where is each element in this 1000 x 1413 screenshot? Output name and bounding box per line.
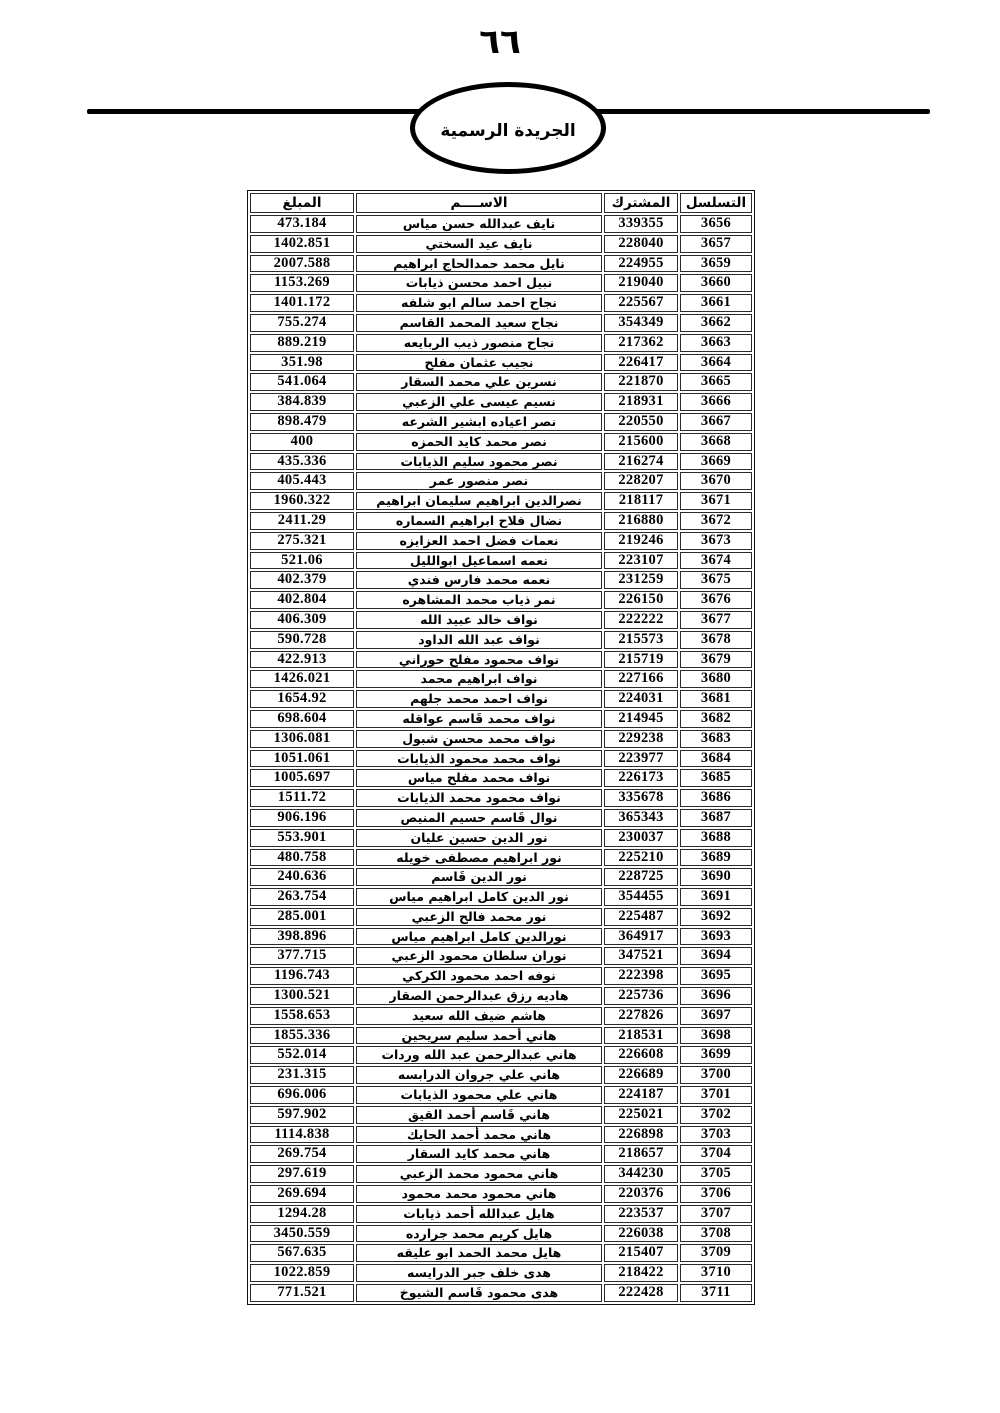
table-row — [250, 1244, 752, 1262]
amount-cell: 435.336 — [250, 453, 354, 471]
serial-cell: 3668 — [680, 433, 752, 451]
amount-cell: 1654.92 — [250, 690, 354, 708]
table-row — [250, 631, 752, 649]
subscriber-cell: 229238 — [604, 730, 678, 748]
subscriber-cell: 227166 — [604, 670, 678, 688]
serial-cell: 3694 — [680, 947, 752, 965]
name-cell: نواف ابراهيم محمد — [356, 670, 602, 688]
name-cell: هايل عبدالله أحمد ذيابات — [356, 1205, 602, 1223]
table-row — [250, 947, 752, 965]
serial-cell: 3708 — [680, 1225, 752, 1243]
subscriber-cell: 224187 — [604, 1086, 678, 1104]
subscriber-cell: 226038 — [604, 1225, 678, 1243]
serial-cell: 3709 — [680, 1244, 752, 1262]
table-row — [250, 472, 752, 490]
serial-cell: 3687 — [680, 809, 752, 827]
serial-cell: 3707 — [680, 1205, 752, 1223]
serial-cell: 3673 — [680, 532, 752, 550]
amount-cell: 2411.29 — [250, 512, 354, 530]
name-cell: نايف عبدالله حسن مياس — [356, 215, 602, 233]
gazette-banner-ellipse — [410, 82, 606, 174]
name-cell: هاشم ضيف الله سعيد — [356, 1007, 602, 1025]
amount-cell: 398.896 — [250, 928, 354, 946]
table-row — [250, 888, 752, 906]
amount-cell: 1402.851 — [250, 235, 354, 253]
amount-cell: 698.604 — [250, 710, 354, 728]
subscribers-table — [247, 190, 755, 1305]
table-row — [250, 710, 752, 728]
table-row — [250, 1086, 752, 1104]
name-cell: هاني محمد كايد السقار — [356, 1145, 602, 1163]
table-row — [250, 849, 752, 867]
serial-cell: 3705 — [680, 1165, 752, 1183]
amount-cell: 1005.697 — [250, 769, 354, 787]
serial-cell: 3675 — [680, 571, 752, 589]
table-row — [250, 552, 752, 570]
serial-cell: 3678 — [680, 631, 752, 649]
serial-cell: 3695 — [680, 967, 752, 985]
amount-cell: 422.913 — [250, 651, 354, 669]
serial-cell: 3677 — [680, 611, 752, 629]
subscriber-cell: 214945 — [604, 710, 678, 728]
name-cell: نواف محمود محمد الذيابات — [356, 789, 602, 807]
subscriber-cell: 365343 — [604, 809, 678, 827]
name-cell: هدى خلف جبر الدرايسه — [356, 1264, 602, 1282]
table-row — [250, 532, 752, 550]
serial-cell: 3669 — [680, 453, 752, 471]
table-row — [250, 393, 752, 411]
name-cell: نعمه محمد فارس فندي — [356, 571, 602, 589]
serial-cell: 3660 — [680, 274, 752, 292]
subscriber-cell: 225210 — [604, 849, 678, 867]
amount-cell: 3450.559 — [250, 1225, 354, 1243]
table-row — [250, 829, 752, 847]
name-cell: نضال فلاح ابراهيم السماره — [356, 512, 602, 530]
serial-cell: 3671 — [680, 492, 752, 510]
amount-cell: 275.321 — [250, 532, 354, 550]
amount-cell: 1558.653 — [250, 1007, 354, 1025]
amount-cell: 351.98 — [250, 354, 354, 372]
amount-cell: 384.839 — [250, 393, 354, 411]
name-cell: نور الدين كامل ابراهيم مياس — [356, 888, 602, 906]
subscriber-cell: 219040 — [604, 274, 678, 292]
amount-cell: 402.379 — [250, 571, 354, 589]
serial-cell: 3697 — [680, 1007, 752, 1025]
page-number: ٦٦ — [479, 22, 521, 62]
name-cell: نواف احمد محمد جلهم — [356, 690, 602, 708]
amount-cell: 889.219 — [250, 334, 354, 352]
amount-cell: 377.715 — [250, 947, 354, 965]
amount-cell: 269.754 — [250, 1145, 354, 1163]
serial-cell: 3661 — [680, 294, 752, 312]
name-cell: نصر اعياده ابشير الشرعه — [356, 413, 602, 431]
table-row — [250, 1284, 752, 1302]
name-cell: نمر ذياب محمد المشاهره — [356, 591, 602, 609]
subscriber-cell: 219246 — [604, 532, 678, 550]
serial-cell: 3702 — [680, 1106, 752, 1124]
table-row — [250, 354, 752, 372]
serial-cell: 3698 — [680, 1027, 752, 1045]
name-cell: نواف عبد الله الداود — [356, 631, 602, 649]
table-row — [250, 314, 752, 332]
col-header-subscriber: المشترك — [604, 193, 678, 213]
subscriber-cell: 223977 — [604, 750, 678, 768]
table-row — [250, 1264, 752, 1282]
amount-cell: 297.619 — [250, 1165, 354, 1183]
serial-cell: 3688 — [680, 829, 752, 847]
subscriber-cell: 354455 — [604, 888, 678, 906]
subscriber-cell: 228725 — [604, 868, 678, 886]
table-row — [250, 809, 752, 827]
table-row — [250, 1106, 752, 1124]
name-cell: هاني محمود محمد الزعبي — [356, 1165, 602, 1183]
subscriber-cell: 223107 — [604, 552, 678, 570]
subscriber-cell: 347521 — [604, 947, 678, 965]
amount-cell: 402.804 — [250, 591, 354, 609]
amount-cell: 755.274 — [250, 314, 354, 332]
subscriber-cell: 339355 — [604, 215, 678, 233]
subscriber-cell: 222428 — [604, 1284, 678, 1302]
amount-cell: 1306.081 — [250, 730, 354, 748]
amount-cell: 567.635 — [250, 1244, 354, 1262]
table-row — [250, 492, 752, 510]
subscriber-cell: 225021 — [604, 1106, 678, 1124]
table-row — [250, 373, 752, 391]
name-cell: نصر محمد كايد الحمزه — [356, 433, 602, 451]
serial-cell: 3684 — [680, 750, 752, 768]
amount-cell: 400 — [250, 433, 354, 451]
name-cell: هاني محمود محمد محمود — [356, 1185, 602, 1203]
table-header-row — [250, 193, 752, 213]
amount-cell: 263.754 — [250, 888, 354, 906]
serial-cell: 3664 — [680, 354, 752, 372]
serial-cell: 3689 — [680, 849, 752, 867]
name-cell: نواف محمود مفلح حوراني — [356, 651, 602, 669]
col-header-name: الاســــم — [356, 193, 602, 213]
serial-cell: 3706 — [680, 1185, 752, 1203]
subscriber-cell: 215600 — [604, 433, 678, 451]
subscriber-cell: 226608 — [604, 1046, 678, 1064]
name-cell: نجاح سعيد المحمد القاسم — [356, 314, 602, 332]
amount-cell: 552.014 — [250, 1046, 354, 1064]
table-row — [250, 215, 752, 233]
name-cell: نواف محمد مفلح مياس — [356, 769, 602, 787]
amount-cell: 269.694 — [250, 1185, 354, 1203]
table-row — [250, 1205, 752, 1223]
subscriber-cell: 220550 — [604, 413, 678, 431]
amount-cell: 240.636 — [250, 868, 354, 886]
name-cell: نعمات فضل احمد العزايزه — [356, 532, 602, 550]
name-cell: نصرالدين ابراهيم سليمان ابراهيم — [356, 492, 602, 510]
amount-cell: 406.309 — [250, 611, 354, 629]
name-cell: نجاح منصور ذيب الربايعه — [356, 334, 602, 352]
name-cell: نبيل احمد محسن ذيابات — [356, 274, 602, 292]
serial-cell: 3679 — [680, 651, 752, 669]
table-row — [250, 611, 752, 629]
serial-cell: 3670 — [680, 472, 752, 490]
table-row — [250, 967, 752, 985]
name-cell: نواف محمد محسن شبول — [356, 730, 602, 748]
amount-cell: 1511.72 — [250, 789, 354, 807]
name-cell: نور محمد فالح الزعبي — [356, 908, 602, 926]
subscriber-cell: 224955 — [604, 255, 678, 273]
subscriber-cell: 223537 — [604, 1205, 678, 1223]
name-cell: هاني عبدالرحمن عبد الله وردات — [356, 1046, 602, 1064]
table-row — [250, 908, 752, 926]
serial-cell: 3682 — [680, 710, 752, 728]
amount-cell: 405.443 — [250, 472, 354, 490]
subscriber-cell: 218657 — [604, 1145, 678, 1163]
serial-cell: 3685 — [680, 769, 752, 787]
name-cell: هايل محمد الحمد ابو عليقه — [356, 1244, 602, 1262]
table-row — [250, 651, 752, 669]
serial-cell: 3659 — [680, 255, 752, 273]
name-cell: هدى محمود قَاسم الشيوخ — [356, 1284, 602, 1302]
serial-cell: 3681 — [680, 690, 752, 708]
table-row — [250, 294, 752, 312]
name-cell: هاني علي محمود الذيابات — [356, 1086, 602, 1104]
table-row — [250, 334, 752, 352]
amount-cell: 1960.322 — [250, 492, 354, 510]
subscriber-cell: 344230 — [604, 1165, 678, 1183]
subscriber-cell: 215573 — [604, 631, 678, 649]
table-row — [250, 868, 752, 886]
table-row — [250, 670, 752, 688]
subscriber-cell: 215407 — [604, 1244, 678, 1262]
subscriber-cell: 228040 — [604, 235, 678, 253]
serial-cell: 3657 — [680, 235, 752, 253]
subscriber-cell: 227826 — [604, 1007, 678, 1025]
amount-cell: 1855.336 — [250, 1027, 354, 1045]
table-row — [250, 1066, 752, 1084]
subscriber-cell: 222398 — [604, 967, 678, 985]
table-row — [250, 789, 752, 807]
serial-cell: 3711 — [680, 1284, 752, 1302]
table-row — [250, 235, 752, 253]
table-body — [250, 215, 752, 1302]
amount-cell: 1114.838 — [250, 1126, 354, 1144]
amount-cell: 1401.172 — [250, 294, 354, 312]
table-row — [250, 750, 752, 768]
table-row — [250, 730, 752, 748]
subscriber-cell: 217362 — [604, 334, 678, 352]
name-cell: نواف محمد قَاسم عواقله — [356, 710, 602, 728]
amount-cell: 473.184 — [250, 215, 354, 233]
table-row — [250, 512, 752, 530]
serial-cell: 3700 — [680, 1066, 752, 1084]
subscriber-cell: 215719 — [604, 651, 678, 669]
name-cell: نوال قَاسم حسيم المنيص — [356, 809, 602, 827]
table-row — [250, 433, 752, 451]
name-cell: نور الدين حسين عليان — [356, 829, 602, 847]
subscriber-cell: 216274 — [604, 453, 678, 471]
amount-cell: 1022.859 — [250, 1264, 354, 1282]
amount-cell: 898.479 — [250, 413, 354, 431]
serial-cell: 3676 — [680, 591, 752, 609]
amount-cell: 1294.28 — [250, 1205, 354, 1223]
serial-cell: 3666 — [680, 393, 752, 411]
serial-cell: 3683 — [680, 730, 752, 748]
name-cell: نور ابراهيم مصطفى خويله — [356, 849, 602, 867]
name-cell: نسيم عيسى علي الزعبي — [356, 393, 602, 411]
table-row — [250, 413, 752, 431]
table-row — [250, 1007, 752, 1025]
name-cell: نجاح احمد سالم ابو شلفه — [356, 294, 602, 312]
table-row — [250, 453, 752, 471]
serial-cell: 3701 — [680, 1086, 752, 1104]
serial-cell: 3680 — [680, 670, 752, 688]
name-cell: نجيب عثمان مفلح — [356, 354, 602, 372]
serial-cell: 3663 — [680, 334, 752, 352]
serial-cell: 3674 — [680, 552, 752, 570]
subscriber-cell: 225567 — [604, 294, 678, 312]
subscriber-cell: 231259 — [604, 571, 678, 589]
serial-cell: 3693 — [680, 928, 752, 946]
col-header-amount: المبلغ — [250, 193, 354, 213]
subscriber-cell: 226689 — [604, 1066, 678, 1084]
name-cell: هاديه رزق عبدالرحمن الصقار — [356, 987, 602, 1005]
name-cell: نور الدين قَاسم — [356, 868, 602, 886]
amount-cell: 590.728 — [250, 631, 354, 649]
name-cell: هاني علي جروان الدرابسه — [356, 1066, 602, 1084]
subscriber-cell: 228207 — [604, 472, 678, 490]
table-row — [250, 1126, 752, 1144]
amount-cell: 541.064 — [250, 373, 354, 391]
serial-cell: 3704 — [680, 1145, 752, 1163]
amount-cell: 521.06 — [250, 552, 354, 570]
amount-cell: 597.902 — [250, 1106, 354, 1124]
serial-cell: 3691 — [680, 888, 752, 906]
subscriber-cell: 218117 — [604, 492, 678, 510]
table-row — [250, 1145, 752, 1163]
amount-cell: 771.521 — [250, 1284, 354, 1302]
subscriber-cell: 364917 — [604, 928, 678, 946]
amount-cell: 696.006 — [250, 1086, 354, 1104]
subscriber-cell: 218531 — [604, 1027, 678, 1045]
name-cell: نواف خالد عبيد الله — [356, 611, 602, 629]
subscriber-cell: 224031 — [604, 690, 678, 708]
serial-cell: 3662 — [680, 314, 752, 332]
serial-cell: 3686 — [680, 789, 752, 807]
amount-cell: 480.758 — [250, 849, 354, 867]
name-cell: نصر محمود سليم الذيابات — [356, 453, 602, 471]
serial-cell: 3692 — [680, 908, 752, 926]
subscriber-cell: 225487 — [604, 908, 678, 926]
name-cell: نورالدين كامل ابراهيم مياس — [356, 928, 602, 946]
subscriber-cell: 226898 — [604, 1126, 678, 1144]
subscriber-cell: 218422 — [604, 1264, 678, 1282]
name-cell: نصر منصور عمر — [356, 472, 602, 490]
table-row — [250, 1027, 752, 1045]
amount-cell: 1051.061 — [250, 750, 354, 768]
amount-cell: 553.901 — [250, 829, 354, 847]
subscriber-cell: 221870 — [604, 373, 678, 391]
name-cell: هاني قَاسم أحمد القيق — [356, 1106, 602, 1124]
table-row — [250, 928, 752, 946]
table-row — [250, 690, 752, 708]
subscriber-cell: 230037 — [604, 829, 678, 847]
name-cell: نسرين علي محمد السقار — [356, 373, 602, 391]
subscriber-cell: 335678 — [604, 789, 678, 807]
subscriber-cell: 216880 — [604, 512, 678, 530]
name-cell: نواف محمد محمود الذيابات — [356, 750, 602, 768]
subscriber-cell: 220376 — [604, 1185, 678, 1203]
name-cell: هايل كريم محمد جرارده — [356, 1225, 602, 1243]
amount-cell: 1300.521 — [250, 987, 354, 1005]
amount-cell: 1426.021 — [250, 670, 354, 688]
amount-cell: 231.315 — [250, 1066, 354, 1084]
name-cell: نوفه احمد محمود الكركي — [356, 967, 602, 985]
subscriber-cell: 218931 — [604, 393, 678, 411]
table-row — [250, 255, 752, 273]
serial-cell: 3665 — [680, 373, 752, 391]
amount-cell: 1153.269 — [250, 274, 354, 292]
name-cell: نوران سلطان محمود الزعبي — [356, 947, 602, 965]
amount-cell: 285.001 — [250, 908, 354, 926]
name-cell: نايف عيد السختي — [356, 235, 602, 253]
name-cell: نايل محمد حمدالحاج ابراهيم — [356, 255, 602, 273]
serial-cell: 3690 — [680, 868, 752, 886]
serial-cell: 3672 — [680, 512, 752, 530]
gazette-banner-label: الجريدة الرسمية — [440, 121, 576, 141]
subscriber-cell: 225736 — [604, 987, 678, 1005]
name-cell: نعمه اسماعيل ابوالليل — [356, 552, 602, 570]
name-cell: هاني أحمد سليم سريحين — [356, 1027, 602, 1045]
serial-cell: 3656 — [680, 215, 752, 233]
table-row — [250, 769, 752, 787]
col-header-serial: التسلسل — [680, 193, 752, 213]
serial-cell: 3667 — [680, 413, 752, 431]
table-row — [250, 1225, 752, 1243]
table-row — [250, 571, 752, 589]
table-row — [250, 1165, 752, 1183]
table-row — [250, 1185, 752, 1203]
subscriber-cell: 226150 — [604, 591, 678, 609]
subscriber-cell: 226417 — [604, 354, 678, 372]
serial-cell: 3696 — [680, 987, 752, 1005]
subscriber-cell: 354349 — [604, 314, 678, 332]
name-cell: هاني محمد أحمد الحايك — [356, 1126, 602, 1144]
table-row — [250, 591, 752, 609]
subscriber-cell: 226173 — [604, 769, 678, 787]
table-row — [250, 987, 752, 1005]
table-row — [250, 1046, 752, 1064]
subscriber-cell: 222222 — [604, 611, 678, 629]
amount-cell: 1196.743 — [250, 967, 354, 985]
serial-cell: 3703 — [680, 1126, 752, 1144]
serial-cell: 3710 — [680, 1264, 752, 1282]
amount-cell: 906.196 — [250, 809, 354, 827]
serial-cell: 3699 — [680, 1046, 752, 1064]
amount-cell: 2007.588 — [250, 255, 354, 273]
table-row — [250, 274, 752, 292]
